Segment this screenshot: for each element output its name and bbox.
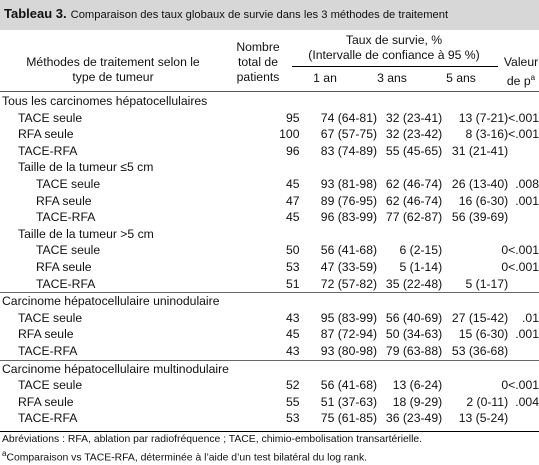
cell-n: 95 [285, 110, 300, 125]
cell-y1: 75 (61-85) [320, 411, 378, 426]
cell-label: TACE seule [36, 243, 101, 258]
table-row [0, 110, 539, 127]
table-row [0, 394, 539, 411]
cell-n: 45 [285, 176, 300, 191]
cell-y3: 13 (6-24) [392, 378, 443, 393]
cell-p [508, 143, 539, 160]
cell-n [256, 226, 299, 243]
table-row [0, 259, 539, 276]
cell-y1 [300, 159, 378, 176]
cell-p: <.001 [508, 378, 539, 393]
cell-label: RFA seule [18, 127, 74, 142]
cell-y1: 96 (83-99) [320, 210, 378, 225]
cell-label: TACE seule [18, 110, 83, 125]
cell-y5: 53 (36-68) [451, 343, 509, 358]
cell-y5 [442, 360, 508, 377]
cell-p [508, 343, 539, 360]
cell-y3: 18 (9-29) [392, 394, 443, 409]
cell-n [256, 360, 299, 377]
cell-y5: 13 (7-21) [458, 110, 509, 125]
cell-label: RFA seule [36, 193, 92, 208]
cell-p [508, 410, 539, 427]
header-bottom-rule [0, 91, 539, 92]
survival-span-rule [292, 66, 498, 67]
cell-y5: 56 (39-69) [451, 210, 509, 225]
cell-p: <.001 [508, 243, 539, 258]
cell-y3: 6 (2-15) [399, 243, 443, 258]
cell-label: Carcinome hépatocellulaire uninodulaire [0, 293, 256, 310]
cell-y1: 93 (80-98) [320, 343, 378, 358]
cell-y1: 87 (72-94) [320, 327, 378, 342]
cell-n: 53 [285, 259, 300, 274]
table-row [0, 126, 539, 143]
cell-n: 43 [285, 343, 300, 358]
group-header-row [0, 293, 539, 310]
header-survival: Taux de survie, % (Intervalle de confiance à 95 %) [308, 33, 480, 62]
cell-y1: 56 (41-68) [320, 378, 378, 393]
cell-n: 55 [285, 394, 300, 409]
cell-y5: 0 [501, 378, 509, 393]
cell-p: .004 [515, 394, 539, 409]
table-row [0, 410, 539, 427]
cell-n: 96 [285, 143, 300, 158]
header-5-years: 5 ans [446, 71, 476, 85]
cell-label: TACE-RFA [18, 343, 78, 358]
table-row [0, 276, 539, 293]
cell-n: 52 [285, 378, 300, 393]
table-row [0, 176, 539, 193]
cell-y5 [442, 159, 508, 176]
cell-y1 [300, 293, 378, 310]
cell-y3: 56 (40-69) [385, 310, 443, 325]
cell-p [508, 93, 539, 110]
cell-y1: 67 (57-75) [320, 127, 378, 142]
table-row [0, 193, 539, 210]
cell-y3 [377, 293, 442, 310]
cell-y5: 16 (6-30) [458, 193, 509, 208]
cell-y3: 79 (63-88) [385, 343, 443, 358]
table-row [0, 143, 539, 160]
cell-y1: 51 (37-63) [320, 394, 378, 409]
cell-p: .01 [522, 310, 539, 325]
group-header-row [0, 93, 539, 110]
cell-y5: 26 (13-40) [451, 176, 509, 191]
cell-y3: 32 (23-41) [385, 110, 443, 125]
cell-label: RFA seule [18, 327, 74, 342]
cell-p: <.001 [508, 259, 539, 274]
cell-y5: 13 (5-24) [458, 411, 509, 426]
cell-label: TACE-RFA [18, 143, 78, 158]
table-row [0, 242, 539, 259]
group-header-row [0, 226, 539, 243]
cell-n: 45 [285, 210, 300, 225]
cell-y1: 47 (33-59) [320, 259, 378, 274]
cell-p [508, 360, 539, 377]
cell-y3: 62 (46-74) [385, 193, 443, 208]
cell-n: 45 [285, 327, 300, 342]
cell-n [256, 293, 299, 310]
cell-y3 [377, 159, 442, 176]
table-row [0, 310, 539, 327]
cell-n: 51 [285, 276, 300, 291]
cell-label: TACE-RFA [36, 276, 96, 291]
group-header-row [0, 360, 539, 377]
footnote-a: $^a$Comparaison vs TACE-RFA, déterminée à l’aide d’un test bilatéral du log rank. [2, 449, 368, 464]
cell-y1: 56 (41-68) [320, 243, 378, 258]
cell-y5: 5 (1-17) [465, 276, 509, 291]
cell-y3 [377, 93, 442, 110]
group-header-row [0, 159, 539, 176]
cell-y1: 93 (81-98) [320, 176, 378, 191]
cell-y3: 55 (45-65) [385, 143, 443, 158]
cell-y1 [300, 360, 378, 377]
header-1-year: 1 an [313, 71, 337, 85]
cell-y1: 89 (76-95) [320, 193, 378, 208]
cell-n [256, 93, 299, 110]
cell-p: .008 [515, 176, 539, 191]
table-bottom-rule [0, 431, 539, 432]
cell-n: 53 [285, 411, 300, 426]
cell-y3: 50 (34-63) [385, 327, 443, 342]
cell-p: <.001 [508, 127, 539, 142]
cell-y3: 32 (23-42) [385, 127, 443, 142]
cell-y1 [300, 226, 378, 243]
cell-p [508, 209, 539, 226]
cell-y1: 72 (57-82) [320, 276, 378, 291]
table-row [0, 209, 539, 226]
cell-y3: 36 (23-49) [385, 411, 443, 426]
cell-p [508, 226, 539, 243]
cell-label: RFA seule [18, 394, 74, 409]
footnote-abbreviations: Abréviations : RFA, ablation par radiofréquence ; TACE, chimio-embolisation transartérielle. [2, 434, 423, 445]
cell-y5: 8 (3-16) [465, 127, 509, 142]
cell-y5 [442, 93, 508, 110]
header-3-years: 3 ans [377, 71, 407, 85]
cell-label: Carcinome hépatocellulaire multinodulaire [0, 360, 256, 377]
table-number: Tableau 3. [4, 6, 67, 21]
cell-n: 50 [285, 243, 300, 258]
cell-y1: 95 (83-99) [320, 310, 378, 325]
cell-y5: 0 [501, 243, 509, 258]
cell-label: Taille de la tumeur >5 cm [18, 226, 154, 241]
cell-n [256, 159, 299, 176]
cell-label: TACE-RFA [18, 411, 78, 426]
cell-y3: 5 (1-14) [399, 259, 443, 274]
cell-y3: 62 (46-74) [385, 176, 443, 191]
cell-y5: 2 (0-11) [466, 394, 509, 409]
table-caption: Comparaison des taux globaux de survie dans les 3 méthodes de traitement [70, 9, 449, 21]
cell-p: .001 [515, 327, 539, 342]
cell-y1: 74 (64-81) [320, 110, 378, 125]
cell-y5 [442, 226, 508, 243]
cell-p: <.001 [508, 110, 539, 125]
survival-table [0, 93, 539, 427]
cell-label: RFA seule [36, 259, 92, 274]
cell-n: 47 [285, 193, 300, 208]
cell-y1: 83 (74-89) [320, 143, 378, 158]
header-p-value: Valeur de $p^a$ [503, 55, 539, 89]
cell-y5: 27 (15-42) [451, 310, 509, 325]
cell-label: TACE seule [18, 310, 83, 325]
cell-y3 [377, 226, 442, 243]
cell-y3 [377, 360, 442, 377]
cell-label: Tous les carcinomes hépatocellulaires [2, 94, 208, 108]
cell-label: Taille de la tumeur ≤5 cm [18, 160, 154, 175]
cell-y5: 0 [501, 259, 509, 274]
cell-label: TACE seule [36, 176, 101, 191]
cell-label: TACE seule [18, 378, 83, 393]
header-patient-count: Nombre total de patients [236, 40, 280, 84]
header-method: Méthodes de traitement selon le type de tumeur [26, 55, 200, 84]
table-footnotes [2, 433, 422, 465]
cell-n: 100 [279, 127, 300, 142]
cell-n: 43 [285, 310, 300, 325]
table-row [0, 377, 539, 394]
cell-p [508, 159, 539, 176]
cell-p [508, 276, 539, 293]
table-row [0, 326, 539, 343]
cell-y3: 35 (22-48) [385, 276, 443, 291]
cell-p [508, 293, 539, 310]
cell-p: .001 [515, 193, 539, 208]
cell-y1 [300, 93, 378, 110]
cell-y5: 15 (6-30) [458, 327, 509, 342]
cell-y3: 77 (62-87) [385, 210, 443, 225]
table-row [0, 343, 539, 360]
cell-label: TACE-RFA [36, 210, 96, 225]
cell-y5: 31 (21-41) [451, 143, 509, 158]
cell-y5 [442, 293, 508, 310]
table-title [4, 6, 448, 21]
